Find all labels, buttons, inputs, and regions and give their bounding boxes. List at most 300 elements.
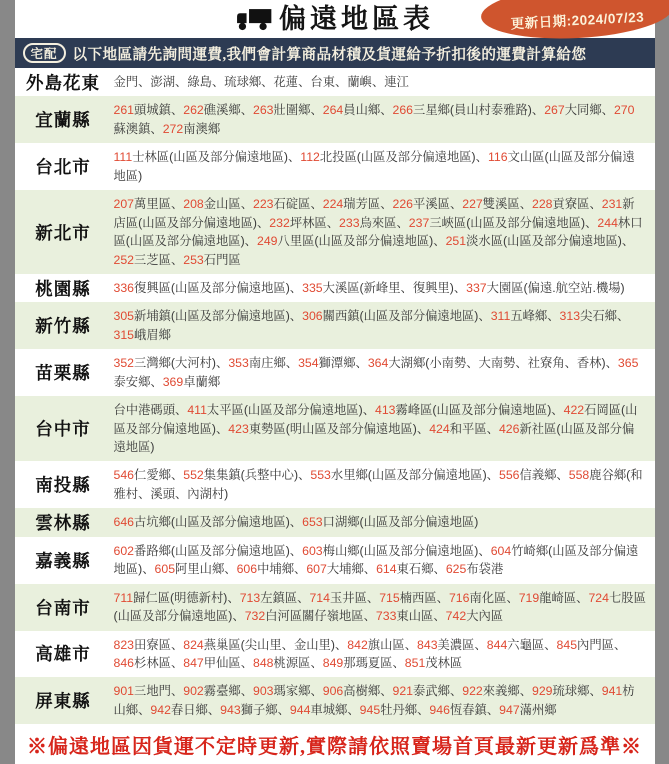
area-code: 337: [466, 280, 487, 295]
area-code: 553: [310, 468, 331, 483]
list-separator: 、: [240, 684, 253, 699]
area-name: 烏來區: [359, 215, 397, 230]
region-areas: [112, 274, 655, 302]
table-row: [15, 396, 655, 461]
notice-bar: [15, 38, 655, 68]
table-row: [15, 584, 655, 631]
area-name: 和平區: [449, 421, 487, 436]
list-separator: 、: [310, 684, 323, 699]
area-name: 三峽區(山區及部分偏遠地區): [429, 215, 586, 230]
area-name: 霧臺鄉: [203, 684, 241, 699]
area-code: 558: [568, 468, 590, 483]
area-code: 603: [302, 543, 323, 558]
list-separator: 、: [433, 609, 446, 624]
list-separator: 、: [551, 403, 564, 418]
area-name: 梅山鄉(山區及部分偏遠地區): [322, 543, 479, 558]
area-name: 七股區(山區及部分偏遠地區): [113, 590, 646, 624]
area-name: 蘭嶼: [347, 75, 372, 89]
table-row: [15, 274, 655, 302]
list-separator: 、: [138, 702, 151, 717]
table-row: [15, 143, 655, 190]
area-name: 集集鎮(兵整中心): [203, 468, 299, 483]
region-areas-text: [114, 636, 647, 673]
list-separator: 、: [289, 515, 303, 530]
region-areas: [112, 143, 655, 190]
list-separator: 、: [277, 702, 290, 717]
list-separator: 、: [261, 75, 274, 89]
region-areas-text: [114, 148, 647, 185]
area-code: 305: [113, 309, 135, 324]
area-code: 849: [322, 655, 344, 670]
area-name: 阿里山鄉: [175, 562, 225, 577]
list-separator: 、: [380, 197, 393, 212]
list-separator: 、: [289, 543, 303, 558]
area-name: 雙溪區: [482, 197, 520, 212]
list-separator: 、: [347, 702, 360, 717]
area-name: 三芝區: [134, 252, 171, 267]
home-delivery-tag: 宅配: [23, 43, 66, 63]
area-code: 945: [359, 702, 381, 717]
area-code: 233: [339, 215, 360, 230]
region-label: 屏東縣: [35, 691, 91, 712]
list-separator: 、: [289, 309, 303, 324]
list-separator: 、: [240, 197, 253, 212]
area-code: 353: [228, 356, 249, 371]
area-name: 關西鎮(山區及部分偏遠地區): [322, 309, 479, 324]
area-code: 252: [113, 252, 135, 267]
area-name: 新埔鎮(山區及部分偏遠地區): [134, 309, 290, 324]
area-name: 南庄鄉: [248, 356, 286, 371]
area-name: 澎湖: [150, 75, 176, 89]
list-separator: 、: [621, 234, 635, 249]
area-code: 422: [563, 403, 585, 418]
area-code: 646: [113, 515, 135, 530]
list-separator: 、: [576, 590, 589, 605]
list-separator: 、: [256, 215, 270, 230]
list-separator: 、: [556, 468, 569, 483]
area-name: 玉井區: [329, 590, 367, 605]
area-code: 713: [239, 590, 261, 605]
area-code: 228: [532, 197, 553, 212]
area-code: 847: [183, 655, 204, 670]
list-separator: 、: [297, 590, 310, 605]
area-name: 三星鄉(員山村泰雅路): [413, 103, 532, 118]
region-areas: [112, 96, 655, 143]
region-areas: [112, 461, 655, 508]
area-code: 315: [113, 327, 135, 342]
region-areas: [112, 537, 655, 584]
region-areas-text: [114, 542, 647, 579]
region-label: 新北市: [35, 222, 91, 243]
list-separator: 、: [310, 655, 323, 670]
area-code: 411: [187, 403, 207, 418]
list-separator: 、: [531, 103, 545, 118]
list-separator: 、: [453, 280, 467, 295]
area-name: 尖石鄉: [580, 309, 617, 324]
area-code: 423: [228, 421, 249, 436]
area-code: 903: [253, 684, 274, 699]
area-code: 941: [601, 684, 623, 699]
list-separator: 、: [547, 309, 560, 324]
list-separator: 、: [380, 103, 393, 118]
area-code: 715: [379, 590, 400, 605]
list-separator: 、: [433, 562, 446, 577]
table-row: [15, 68, 655, 96]
area-code: 208: [183, 197, 204, 212]
area-code: 267: [544, 103, 565, 118]
area-code: 237: [408, 215, 430, 230]
area-code: 249: [256, 234, 278, 249]
area-name: 大湖鄉(小南勢、大南勢、社寮角、香林): [388, 356, 606, 371]
area-code: 851: [404, 655, 426, 670]
area-name: 瑞芳區: [343, 197, 381, 212]
area-name: 燕巢區(尖山里、金山里): [203, 637, 335, 652]
area-code: 606: [236, 562, 258, 577]
area-code: 929: [532, 684, 553, 699]
truck-icon: [235, 6, 273, 32]
region-label: 台北市: [35, 157, 91, 178]
table-row: [15, 302, 655, 349]
list-separator: 、: [589, 684, 602, 699]
area-name: 獅潭鄉: [318, 356, 356, 371]
region-label: 苗栗縣: [35, 363, 91, 384]
region-areas: [112, 584, 655, 631]
list-separator: 、: [287, 150, 301, 165]
area-name: 田寮區: [134, 637, 171, 652]
region-areas: [112, 677, 655, 724]
list-separator: 、: [285, 356, 299, 371]
area-code: 306: [302, 309, 323, 324]
area-name: 三灣鄉(大河村): [134, 356, 217, 371]
area-code: 116: [487, 150, 508, 165]
area-code: 842: [347, 637, 368, 652]
region-areas-text: [114, 73, 647, 91]
list-separator: 、: [366, 590, 380, 605]
list-separator: 、: [355, 356, 368, 371]
list-separator: 、: [616, 309, 630, 324]
area-code: 719: [518, 590, 540, 605]
area-code: 336: [113, 280, 135, 295]
list-separator: 、: [334, 637, 348, 652]
area-code: 602: [113, 543, 135, 558]
list-separator: 、: [150, 121, 163, 136]
area-name: 滿州鄉: [519, 702, 557, 717]
list-separator: 、: [170, 637, 184, 652]
region-areas-text: [114, 195, 647, 269]
region-areas-text: [114, 307, 647, 344]
area-name: 春日鄉: [170, 702, 208, 717]
footer-note: ※偏遠地區因貨運不定時更新,實際請依照賣場首頁最新更新爲準※: [15, 724, 655, 764]
area-name: 美濃區: [437, 637, 475, 652]
area-name: 北投區(山區及部分偏遠地區): [319, 150, 476, 165]
area-code: 251: [445, 234, 467, 249]
list-separator: 、: [396, 215, 409, 230]
list-separator: 、: [240, 103, 253, 118]
area-name: 頭城鎮: [134, 103, 171, 118]
list-separator: 、: [175, 75, 188, 89]
area-code: 224: [322, 197, 344, 212]
area-name: 峨眉鄉: [134, 327, 171, 342]
region-label: 嘉義縣: [35, 550, 91, 571]
area-name: 泰武鄉: [413, 684, 450, 699]
area-name: 貢寮區: [552, 197, 590, 212]
area-code: 605: [154, 562, 176, 577]
area-code: 261: [113, 103, 135, 118]
area-code: 354: [298, 356, 319, 371]
area-name: 楠西區: [399, 590, 437, 605]
list-separator: 、: [519, 197, 532, 212]
list-separator: 、: [232, 609, 245, 624]
region-areas-text: [114, 279, 647, 297]
area-code: 653: [302, 515, 323, 530]
area-name: 霧峰區(山區及部分偏遠地區): [395, 403, 552, 418]
area-code: 823: [113, 637, 135, 652]
list-separator: 、: [474, 637, 487, 652]
region-areas: [112, 302, 655, 349]
region-label: 高雄市: [35, 644, 91, 665]
list-separator: 、: [215, 421, 229, 436]
list-separator: 、: [224, 562, 237, 577]
area-code: 724: [588, 590, 609, 605]
list-separator: 、: [244, 234, 257, 249]
list-separator: 、: [170, 655, 184, 670]
list-separator: 、: [486, 421, 499, 436]
area-name: 連江: [384, 75, 409, 89]
list-separator: 、: [150, 374, 163, 389]
area-code: 711: [113, 590, 134, 605]
area-name: 八里區(山區及部分偏遠地區): [277, 234, 434, 249]
list-separator: 、: [363, 609, 376, 624]
list-separator: 、: [310, 103, 323, 118]
area-name: 口湖鄉(山區及部分偏遠地區): [322, 515, 479, 530]
area-name: 茂林區: [425, 655, 463, 670]
list-separator: 、: [449, 684, 463, 699]
title-wrap: [235, 3, 434, 34]
area-name: 番路鄉(山區及部分偏遠地區): [134, 543, 290, 558]
region-label: 宜蘭縣: [35, 110, 91, 131]
list-separator: 、: [310, 197, 323, 212]
area-name: 花蓮: [273, 75, 299, 89]
area-name: 南澳鄉: [183, 121, 221, 136]
area-code: 824: [183, 637, 204, 652]
area-code: 111: [113, 150, 133, 165]
notice-text: 以下地區請先詢問運費,我們會計算商品材積及貨運給予折扣後的運費計算給您: [72, 46, 587, 63]
area-code: 607: [306, 562, 327, 577]
area-name: 蘇澳鎮: [113, 121, 151, 136]
region-areas-text: [114, 354, 647, 391]
area-name: 金門: [113, 75, 139, 89]
area-code: 313: [559, 309, 581, 324]
area-name: 恆春鎮: [449, 702, 487, 717]
area-code: 413: [375, 403, 396, 418]
region-areas-text: [114, 401, 647, 456]
area-name: 東勢區(明山區及部分偏遠地區): [248, 421, 417, 436]
area-name: 仁愛鄉: [134, 468, 171, 483]
area-name: 高樹鄉: [343, 684, 381, 699]
area-name: 大園區(偏遠.航空站.機場): [486, 280, 625, 295]
area-name: 甲仙區: [203, 655, 241, 670]
area-name: 文山區(山區及部分偏遠地區): [113, 150, 635, 183]
area-name: 左鎮區: [260, 590, 298, 605]
area-code: 614: [376, 562, 397, 577]
area-name: 五峰鄉: [510, 309, 548, 324]
area-code: 335: [302, 280, 323, 295]
area-name: 大溪區(新峰里、復興里): [322, 280, 454, 295]
area-code: 742: [445, 609, 467, 624]
area-code: 906: [322, 684, 344, 699]
page-title: 偏遠地區表: [279, 3, 434, 34]
area-name: 六龜區: [507, 637, 545, 652]
list-separator: 、: [613, 637, 627, 652]
list-separator: 、: [436, 590, 449, 605]
list-separator: 、: [211, 75, 225, 89]
area-code: 264: [322, 103, 344, 118]
list-separator: 、: [207, 702, 221, 717]
area-code: 365: [617, 356, 639, 371]
list-separator: 、: [175, 403, 188, 418]
area-name: 金山區: [203, 197, 241, 212]
area-name: 琉球鄉: [552, 684, 590, 699]
region-label: 新竹縣: [35, 316, 91, 337]
area-code: 848: [253, 655, 274, 670]
list-separator: 、: [601, 103, 614, 118]
list-separator: 、: [478, 309, 491, 324]
area-code: 552: [183, 468, 204, 483]
region-areas-text: [114, 682, 647, 719]
area-code: 946: [429, 702, 450, 717]
list-separator: 、: [449, 197, 463, 212]
area-name: 坪林區: [289, 215, 327, 230]
area-code: 223: [253, 197, 274, 212]
area-code: 270: [613, 103, 635, 118]
area-name: 平溪區: [413, 197, 450, 212]
area-code: 207: [113, 197, 135, 212]
region-areas: [112, 508, 655, 536]
area-code: 556: [498, 468, 520, 483]
area-name: 三地門: [134, 684, 171, 699]
list-separator: 、: [371, 75, 385, 89]
area-code: 942: [150, 702, 171, 717]
list-separator: 、: [326, 215, 340, 230]
area-name: 旗山區: [367, 637, 405, 652]
area-code: 716: [448, 590, 470, 605]
list-separator: 、: [170, 468, 184, 483]
area-code: 947: [499, 702, 520, 717]
region-areas: [112, 68, 655, 96]
area-code: 921: [392, 684, 414, 699]
area-name: 員山鄉: [343, 103, 381, 118]
list-separator: 、: [585, 215, 598, 230]
area-name: 東山區: [396, 609, 434, 624]
area-name: 布袋港: [466, 562, 504, 577]
area-name: 來義鄉: [482, 684, 520, 699]
area-name: 琉球鄉: [224, 75, 262, 89]
area-name: 杉林區: [134, 655, 171, 670]
list-separator: 、: [298, 75, 311, 89]
list-separator: 、: [362, 403, 375, 418]
list-separator: 、: [170, 103, 184, 118]
table-row: [15, 537, 655, 584]
area-name: 牡丹鄉: [380, 702, 418, 717]
list-separator: 、: [298, 468, 311, 483]
update-date-badge: 更新日期:2024/07/23: [479, 0, 669, 43]
area-name: 台東: [310, 75, 336, 89]
list-separator: 、: [363, 562, 377, 577]
remote-area-table: [15, 68, 655, 724]
remote-area-notice-page: [15, 0, 655, 758]
area-code: 352: [113, 356, 135, 371]
area-code: 546: [113, 468, 135, 483]
list-separator: 、: [486, 468, 499, 483]
list-separator: 、: [335, 75, 348, 89]
area-name: 信義鄉: [519, 468, 557, 483]
table-row: [15, 190, 655, 274]
region-areas: [112, 349, 655, 396]
region-label: 桃園縣: [35, 278, 91, 299]
area-code: 732: [244, 609, 266, 624]
region-label: 台中市: [35, 419, 91, 440]
area-code: 112: [300, 150, 320, 165]
area-name: 台中港碼頭: [113, 403, 175, 418]
list-separator: 、: [433, 234, 446, 249]
table-row: [15, 461, 655, 508]
area-name: 萬里區: [134, 197, 171, 212]
area-code: 364: [367, 356, 389, 371]
area-name: 南化區: [469, 590, 507, 605]
area-name: 新社區(山區及部分偏遠地區): [113, 421, 635, 454]
area-name: 泰安鄉: [113, 374, 151, 389]
area-name: 大內區: [466, 609, 504, 624]
list-separator: 、: [289, 280, 303, 295]
area-name: 白河區關仔嶺地區: [265, 609, 364, 624]
area-code: 272: [162, 121, 184, 136]
area-code: 845: [556, 637, 578, 652]
area-name: 石門區: [203, 252, 241, 267]
area-code: 625: [445, 562, 467, 577]
list-separator: 、: [544, 637, 557, 652]
area-code: 226: [392, 197, 414, 212]
area-name: 卓蘭鄉: [183, 374, 221, 389]
area-name: 礁溪鄉: [203, 103, 241, 118]
area-name: 古坑鄉(山區及部分偏遠地區): [134, 515, 290, 530]
table-row: [15, 677, 655, 724]
list-separator: 、: [138, 75, 151, 89]
table-row: [15, 96, 655, 143]
area-code: 424: [429, 421, 450, 436]
list-separator: 、: [506, 590, 519, 605]
list-separator: 、: [392, 655, 405, 670]
region-areas-text: [114, 101, 647, 138]
area-name: 瑪家鄉: [273, 684, 311, 699]
area-name: 太平區(山區及部分偏遠地區): [206, 403, 363, 418]
table-row: [15, 349, 655, 396]
area-name: 內門區: [577, 637, 614, 652]
area-code: 604: [490, 543, 512, 558]
area-name: 淡水區(山區及部分偏遠地區): [466, 234, 622, 249]
region-label: 台南市: [35, 597, 91, 618]
area-code: 733: [375, 609, 397, 624]
area-code: 901: [113, 684, 135, 699]
list-separator: 、: [605, 356, 618, 371]
region-areas-text: [114, 466, 647, 503]
area-name: 石碇區: [273, 197, 311, 212]
list-separator: 、: [519, 684, 532, 699]
list-separator: 、: [486, 702, 500, 717]
list-separator: 、: [478, 543, 491, 558]
list-separator: 、: [294, 562, 307, 577]
list-separator: 、: [227, 590, 240, 605]
table-row: [15, 508, 655, 536]
